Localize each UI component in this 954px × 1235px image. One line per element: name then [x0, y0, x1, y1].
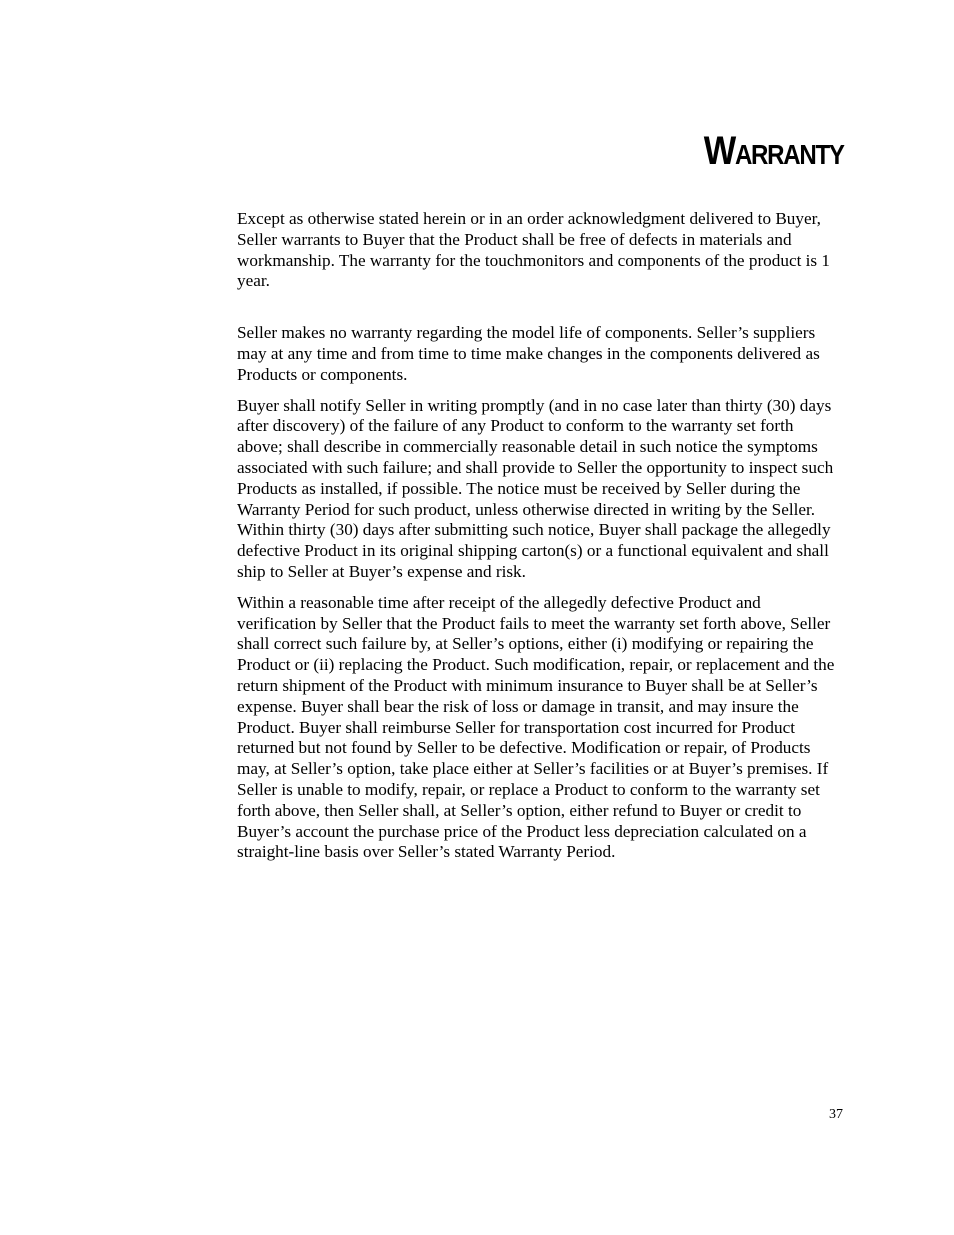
page-title: Warranty — [704, 129, 844, 173]
paragraph-buyer-notification: Buyer shall notify Seller in writing promptly (and in no case later than thirty (30) days after discovery) of the failure of any Product to conform to the warranty set forth above; shall describe in commercially reasonable detail in such notice the symptoms associated with such failure; and shall provide to Seller the opportunity to inspect such Products as installed, if possible. The notice must be received by Seller during the Warranty Period for such product, unless otherwise directed in writing by the Seller. Within thirty (30) days after submitting such notice, Buyer shall package the allegedly defective Product in its original shipping carton(s) or a functional equivalent and shall ship to Seller at Buyer’s expense and risk. — [237, 395, 834, 581]
page-number: 37 — [829, 1107, 843, 1122]
warranty-body — [237, 209, 843, 873]
paragraph-warranty-coverage: Except as otherwise stated herein or in an order acknowledgment delivered to Buyer, Seller warrants to Buyer that the Product shall be free of defects in materials and workmanship. The warranty for the touchmonitors and components of the product is 1 year. — [237, 209, 831, 291]
paragraph-model-life: Seller makes no warranty regarding the model life of components. Seller’s suppliers may at any time and from time to time make changes in the components delivered as Products or components. — [237, 323, 820, 384]
paragraph-seller-remedy: Within a reasonable time after receipt of the allegedly defective Product and verification by Seller that the Product fails to meet the warranty set forth above, Seller shall correct such failure by, at Seller’s options, either (i) modifying or repairing the Product or (ii) replacing the Product. Such modification, repair, or replacement and the return shipment of the Product with minimum insurance to Buyer shall be at Seller’s expense. Buyer shall bear the risk of loss or damage in transit, and may insure the Product. Buyer shall reimburse Seller for transportation cost incurred for Product returned but not found by Seller to be defective. Modification or repair, of Products may, at Seller’s option, take place either at Seller’s facilities or at Buyer’s premises. If Seller is unable to modify, repair, or replace a Product to conform to the warranty set forth above, then Seller shall, at Seller’s option, either refund to Buyer or credit to Buyer’s account the purchase price of the Product less depreciation calculated on a straight-line basis over Seller’s stated Warranty Period. — [237, 592, 835, 862]
